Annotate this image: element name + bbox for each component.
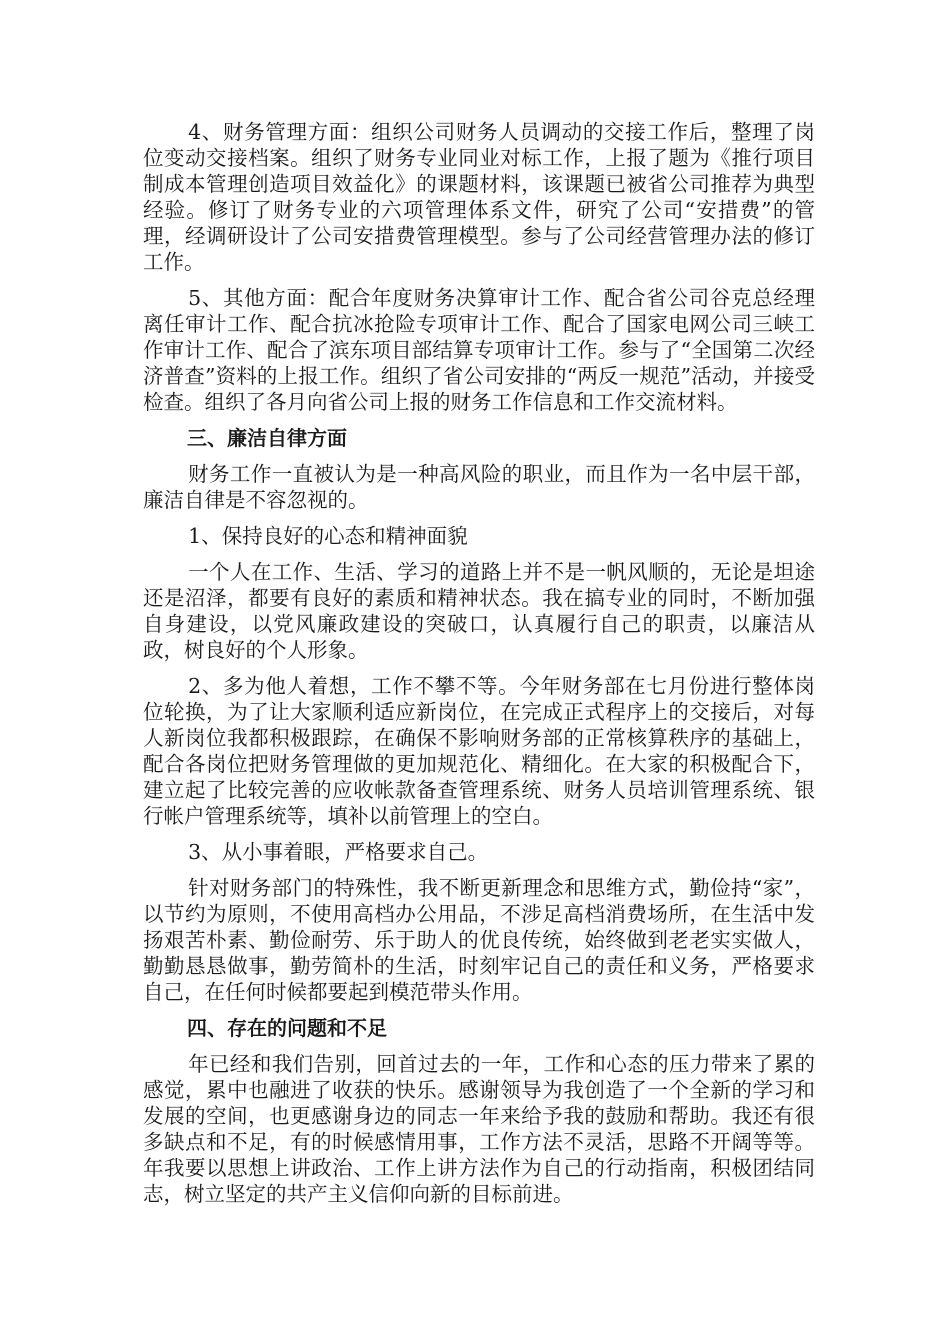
paragraph-other-aspects: 5、其他方面：配合年度财务决算审计工作、配合省公司谷克总经理离任审计工作、配合抗冰抢险专项审计工作、配合了国家电网公司三峡工作审计工作、配合了滨东项目部结算专项审计工作。参与了“全国第二次经济普查”资料的上报工作。组织了省公司安排的“两反一规范”活动，并接受检查。组织了各月向省公司上报的财务工作信息和工作交流材料。 — [143, 286, 815, 414]
paragraph-item-3-title: 3、从小事着眼，严格要求自己。 — [188, 840, 489, 864]
paragraph-item-1-body: 一个人在工作、生活、学习的道路上并不是一帆风顺的，无论是坦途还是沼泽，都要有良好的素质和精神状态。我在搞专业的同时，不断加强自身建设，以党风廉政建设的突破口，认真履行自己的职责，以廉洁从政，树良好的个人形象。 — [143, 560, 815, 662]
paragraph-problems-body: 年已经和我们告别，回首过去的一年，工作和心态的压力带来了累的感觉，累中也融进了收获的快乐。感谢领导为我创造了一个全新的学习和发展的空间，也更感谢身边的同志一年来给予我的鼓励和帮助。我还有很多缺点和不足，有的时候感情用事，工作方法不灵活，思路不开阔等等。年我要以思想上讲政治、工作上讲方法作为自己的行动指南，积极团结同志，树立坚定的共产主义信仰向新的目标前进。 — [143, 1052, 815, 1206]
paragraph-finance-management: 4、财务管理方面：组织公司财务人员调动的交接工作后，整理了岗位变动交接档案。组织了财务专业同业对标工作，上报了题为《推行项目制成本管理创造项目效益化》的课题材料，该课题已被省公司推荐为典型经验。修订了财务专业的六项管理体系文件，研究了公司“安措费”的管理，经调研设计了公司安措费管理模型。参与了公司经营管理办法的修订工作。 — [143, 120, 815, 274]
paragraph-item-1-title: 1、保持良好的心态和精神面貌 — [188, 524, 468, 548]
section-heading-integrity: 三、廉洁自律方面 — [187, 426, 347, 450]
paragraph-item-2: 2、多为他人着想，工作不攀不等。今年财务部在七月份进行整体岗位轮换，为了让大家顺利适应新岗位，在完成正式程序上的交接后，对每人新岗位我都积极跟踪，在确保不影响财务部的正常核算秩序的基础上，配合各岗位把财务管理做的更加规范化、精细化。在大家的积极配合下，建立起了比较完善的应收帐款备查管理系统、财务人员培训管理系统、银行帐户管理系统等，填补以前管理上的空白。 — [143, 674, 815, 828]
paragraph-integrity-intro: 财务工作一直被认为是一种高风险的职业，而且作为一名中层干部，廉洁自律是不容忽视的。 — [143, 462, 815, 512]
paragraph-item-3-body: 针对财务部门的特殊性，我不断更新理念和思维方式，勤俭持“家”，以节约为原则，不使用高档办公用品，不涉足高档消费场所，在生活中发扬艰苦朴素、勤俭耐劳、乐于助人的优良传统，始终做到老老实实做人，勤勤恳恳做事，勤劳简朴的生活，时刻牢记自己的责任和义务，严格要求自己，在任何时候都要起到模范带头作用。 — [143, 876, 815, 1004]
document-page — [143, 119, 815, 1217]
section-heading-problems: 四、存在的问题和不足 — [187, 1016, 387, 1040]
